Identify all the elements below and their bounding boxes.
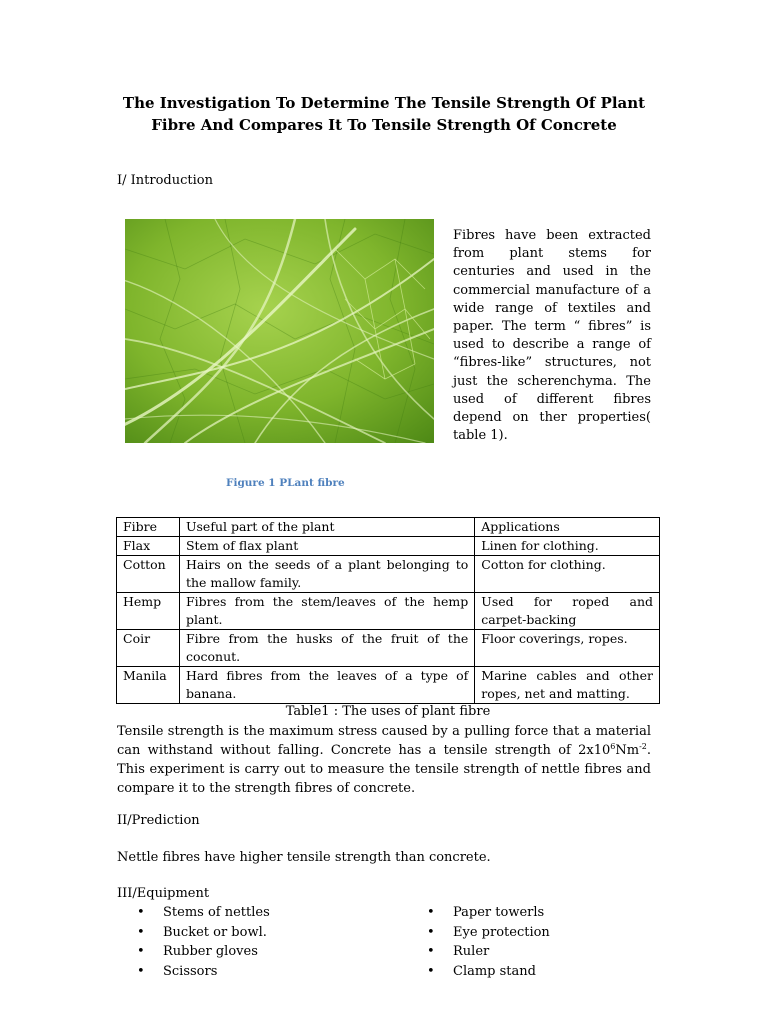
table-row xyxy=(117,593,660,630)
table-row xyxy=(117,537,660,556)
plant-fibre-table xyxy=(116,517,660,704)
document-title xyxy=(90,92,678,136)
table-cell-application: Linen for clothing. xyxy=(475,537,660,556)
table-cell-fibre: Flax xyxy=(117,537,180,556)
header-useful-part: Useful part of the plant xyxy=(179,518,474,537)
list-item: • Clamp stand xyxy=(427,962,550,982)
table-cell-application: Cotton for clothing. xyxy=(475,556,660,593)
table-row xyxy=(117,556,660,593)
header-applications: Applications xyxy=(475,518,660,537)
table-cell-part: Hard fibres from the leaves of a type of banana. xyxy=(179,667,474,704)
equipment-list-right xyxy=(427,903,550,981)
tensile-text-after: . This experiment is carry out to measure the tensile strength of nettle fibres and compare it to the strength fibres of concrete. xyxy=(117,743,651,796)
title-line-1: The Investigation To Determine The Tensile Strength Of Plant xyxy=(122,94,646,112)
table-header-row xyxy=(117,518,660,537)
plant-fibre-photo xyxy=(125,219,434,443)
exponent-6: 6 xyxy=(610,742,616,751)
title-line-2: Fibre And Compares It To Tensile Strength Of Concrete xyxy=(151,116,617,134)
equipment-list-left xyxy=(137,903,270,981)
table-caption: Table1 : The uses of plant fibre xyxy=(285,704,491,719)
table-cell-fibre: Hemp xyxy=(117,593,180,630)
header-fibre: Fibre xyxy=(117,518,180,537)
tensile-strength-paragraph xyxy=(117,722,651,798)
equipment-heading: III/Equipment xyxy=(117,886,210,901)
table-cell-fibre: Manila xyxy=(117,667,180,704)
table-cell-application: Used for roped and carpet-backing xyxy=(475,593,660,630)
introduction-heading: I/ Introduction xyxy=(117,173,213,188)
table-cell-part: Fibre from the husks of the fruit of the coconut. xyxy=(179,630,474,667)
table-cell-part: Hairs on the seeds of a plant belonging to the mallow family. xyxy=(179,556,474,593)
list-item: • Eye protection xyxy=(427,923,550,943)
table-cell-fibre: Coir xyxy=(117,630,180,667)
list-item: • Stems of nettles xyxy=(137,903,270,923)
list-item: • Ruler xyxy=(427,942,550,962)
list-item: • Bucket or bowl. xyxy=(137,923,270,943)
table-cell-part: Fibres from the stem/leaves of the hemp plant. xyxy=(179,593,474,630)
table-cell-part: Stem of flax plant xyxy=(179,537,474,556)
tensile-text-before: Tensile strength is the maximum stress caused by a pulling force that a material can withstand without falling. Concrete has a tensile strength of 2x10 xyxy=(117,724,651,758)
introduction-paragraph: Fibres have been extracted from plant stems for centuries and used in the commercial manufacture of a wide range of textiles and paper. The term “ fibres” is used to describe a range of “fibres-like” structures, not just the scherenchyma. The used of different fibres depend on ther properties( table 1). xyxy=(453,228,651,444)
exponent-minus-2: -2 xyxy=(639,742,647,751)
table-row xyxy=(117,667,660,704)
list-item: • Scissors xyxy=(137,962,270,982)
table-row xyxy=(117,630,660,667)
table-cell-application: Marine cables and other ropes, net and matting. xyxy=(475,667,660,704)
list-item: • Paper towerls xyxy=(427,903,550,923)
prediction-heading: II/Prediction xyxy=(117,813,200,828)
table-cell-application: Floor coverings, ropes. xyxy=(475,630,660,667)
list-item: • Rubber gloves xyxy=(137,942,270,962)
prediction-text: Nettle fibres have higher tensile strength than concrete. xyxy=(117,850,491,865)
table-cell-fibre: Cotton xyxy=(117,556,180,593)
unit-text: Nm xyxy=(615,743,640,758)
figure-caption: Figure 1 PLant fibre xyxy=(226,477,345,489)
